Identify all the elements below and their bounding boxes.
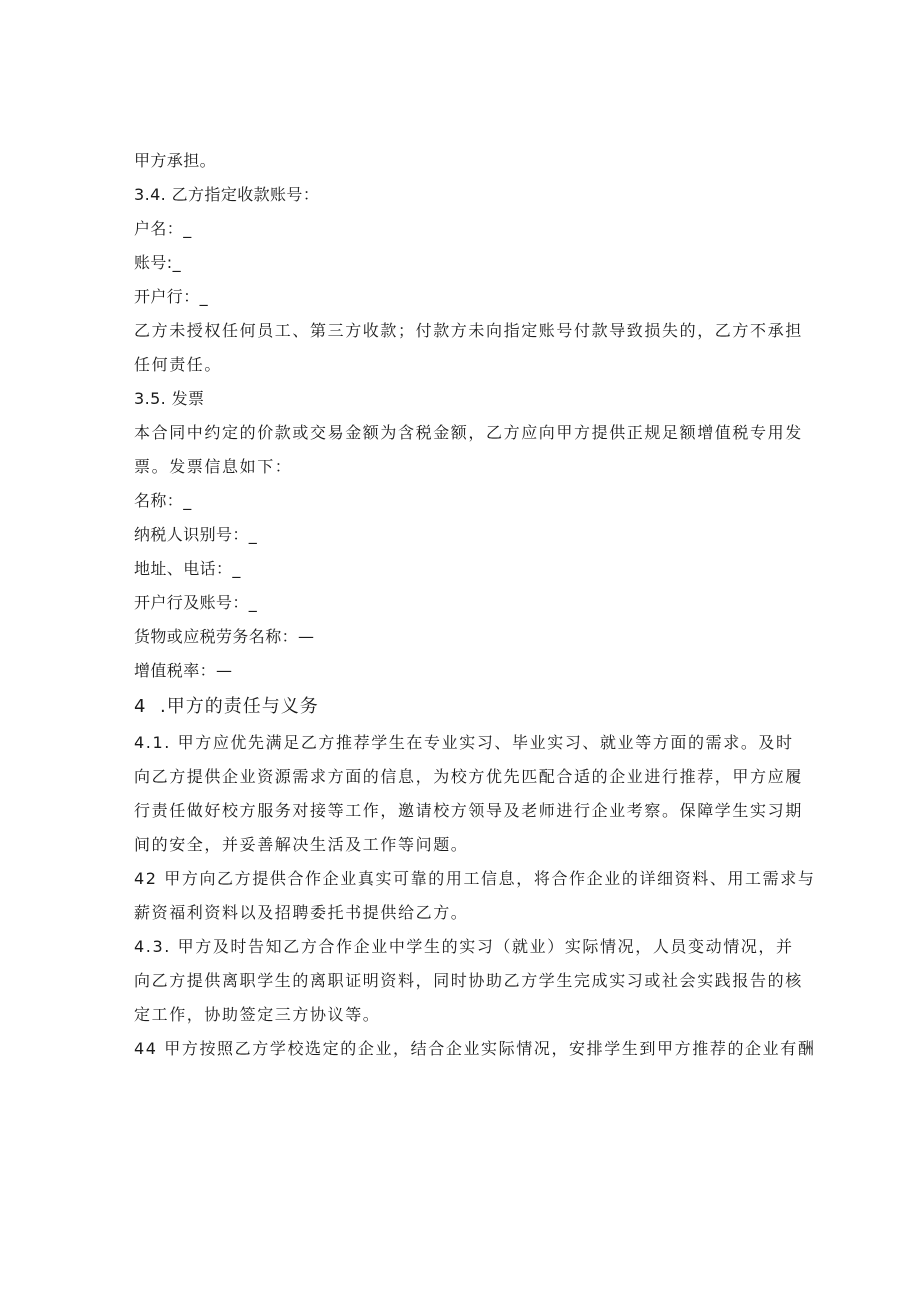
text-line: 乙方未授权任何员工、第三方收款；付款方未向指定账号付款导致损失的，乙方不承担 [134, 321, 803, 340]
account-name-field: 户名：_ [134, 219, 192, 238]
goods-service-name-field: 货物或应税劳务名称：— [134, 627, 315, 646]
account-number-field: 账号:_ [134, 253, 181, 272]
clause-4-1 [134, 726, 803, 862]
invoice-paragraph [134, 416, 803, 484]
text-line: 本合同中约定的价款或交易金额为含税金额，乙方应向甲方提供正规足额增值税专用发 [134, 423, 803, 442]
text-line: 甲方承担。 [134, 151, 217, 170]
taxpayer-id-field: 纳税人识别号：_ [134, 525, 258, 544]
text-line: 4.1. 甲方应优先满足乙方推荐学生在专业实习、毕业实习、就业等方面的需求。及时 [134, 733, 794, 752]
bank-field: 开户行：_ [134, 287, 209, 306]
text-line: 定工作，协助签定三方协议等。 [134, 1005, 381, 1024]
address-phone-field: 地址、电话：_ [134, 559, 241, 578]
section-4-heading [134, 688, 786, 726]
vat-rate-field: 增值税率：— [134, 661, 233, 680]
text-line: 行责任做好校方服务对接等工作，邀请校方领导及老师进行企业考察。保障学生实习期 [134, 801, 803, 820]
text-line: 薪资福利资料以及招聘委托书提供给乙方。 [134, 903, 469, 922]
text-line: 向乙方提供离职学生的离职证明资料，同时协助乙方学生完成实习或社会实践报告的核 [134, 971, 803, 990]
bank-account-field: 开户行及账号：_ [134, 593, 258, 612]
document-page [134, 144, 816, 1066]
invoice-name-field: 名称：_ [134, 491, 192, 510]
section-number: 4 [134, 696, 147, 717]
clause-3-4-title: 3.4. 乙方指定收款账号： [134, 185, 320, 204]
section-title: .甲方的责任与义务 [160, 696, 319, 717]
text-line: 票。发票信息如下： [134, 457, 293, 476]
text-line: 4.3. 甲方及时告知乙方合作企业中学生的实习（就业）实际情况，人员变动情况，并 [134, 937, 794, 956]
text-line: 间的安全，并妥善解决生活及工作等问题。 [134, 835, 469, 854]
text-line: 任何责任。 [134, 355, 223, 374]
clause-4-4 [134, 1032, 816, 1066]
clause-4-3 [134, 930, 803, 1032]
text-line: 42 甲方向乙方提供合作企业真实可靠的用工信息，将合作企业的详细资料、用工需求与 [134, 869, 816, 888]
clause-3-5-title: 3.5. 发票 [134, 389, 205, 408]
account-disclaimer-paragraph [134, 314, 803, 382]
text-line: 44 甲方按照乙方学校选定的企业，结合企业实际情况，安排学生到甲方推荐的企业有酬 [134, 1039, 816, 1058]
clause-4-2 [134, 862, 816, 930]
text-line: 向乙方提供企业资源需求方面的信息，为校方优先匹配合适的企业进行推荐，甲方应履 [134, 767, 803, 786]
